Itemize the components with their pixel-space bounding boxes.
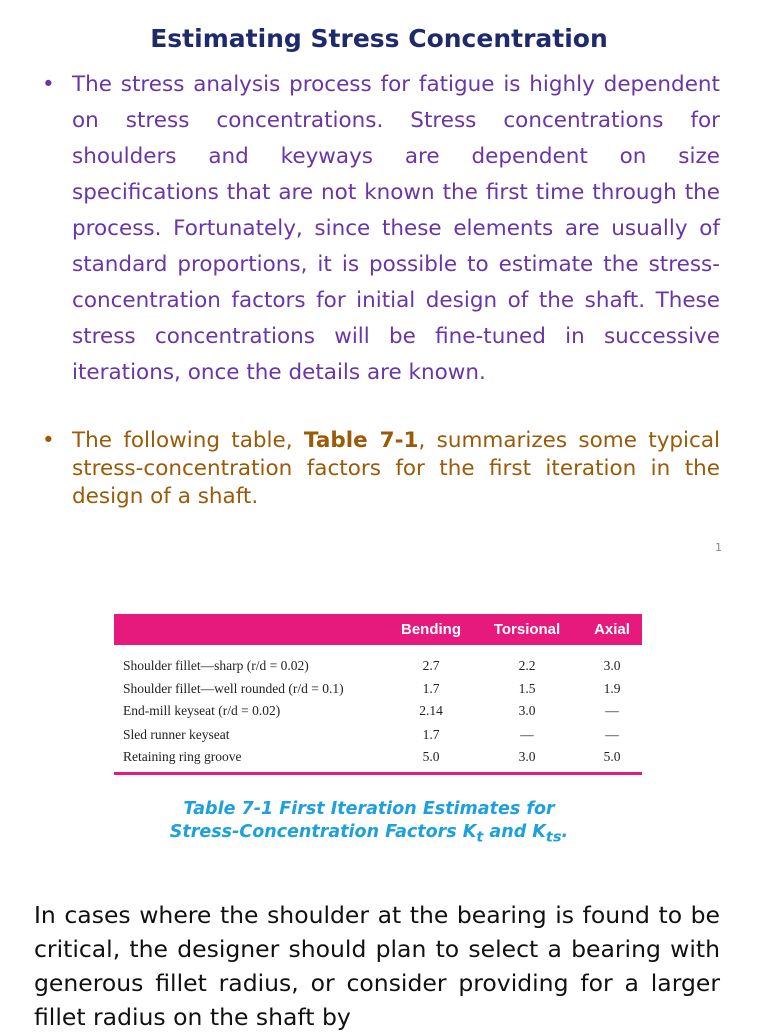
bullet-table-reference bbox=[42, 427, 721, 511]
table-reference-bold: Table 7-1 bbox=[303, 428, 419, 453]
table-body bbox=[114, 645, 642, 772]
caption-line-2 bbox=[0, 821, 738, 849]
stress-concentration-table bbox=[114, 614, 642, 775]
bullet-stress-analysis bbox=[42, 67, 720, 391]
cell-bending: 5.0 bbox=[422, 749, 440, 764]
row-label: Sled runner keyseat bbox=[123, 727, 230, 742]
cell-bending: 1.7 bbox=[422, 727, 440, 742]
table-row bbox=[114, 746, 642, 768]
subscript-t: t bbox=[476, 828, 484, 846]
cell-axial: 5.0 bbox=[603, 749, 621, 764]
table-row bbox=[114, 700, 642, 722]
table-row bbox=[114, 724, 642, 746]
subscript-ts: ts bbox=[545, 828, 562, 846]
cell-torsional: 3.0 bbox=[518, 749, 536, 764]
header-torsional: Torsional bbox=[493, 621, 561, 638]
cell-torsional: 1.5 bbox=[518, 681, 536, 696]
cell-torsional: — bbox=[520, 727, 534, 742]
table-bottom-rule bbox=[114, 772, 642, 775]
caption-line-1: Table 7-1 First Iteration Estimates for bbox=[183, 799, 555, 819]
cell-axial: — bbox=[605, 703, 619, 718]
bullet-marker: • bbox=[42, 428, 55, 453]
cell-torsional: 3.0 bbox=[518, 703, 536, 718]
caption-prefix: Stress-Concentration Factors K bbox=[169, 822, 477, 842]
header-axial: Axial bbox=[594, 621, 630, 638]
caption-end: . bbox=[561, 822, 569, 842]
row-label: Shoulder fillet—sharp (r/d = 0.02) bbox=[123, 658, 309, 673]
cell-bending: 1.7 bbox=[422, 681, 440, 696]
bullet-text-after: , summarizes some typical stress-concentration factors for the first iteration in the design of a shaft. bbox=[72, 428, 721, 509]
cell-torsional: 2.2 bbox=[518, 658, 536, 673]
cell-axial: 1.9 bbox=[603, 681, 621, 696]
table-row bbox=[114, 655, 642, 677]
body-paragraph: In cases where the shoulder at the bearing is found to be critical, the designer should plan to select a bearing with generous fillet radius, or consider providing for a larger fillet radius on the shaft by bbox=[34, 901, 720, 1031]
table-header bbox=[114, 614, 642, 645]
bullet-text-before: The following table, bbox=[72, 428, 304, 453]
cell-axial: — bbox=[605, 727, 619, 742]
row-label: End-mill keyseat (r/d = 0.02) bbox=[123, 703, 281, 718]
table-row bbox=[114, 678, 642, 700]
header-bending: Bending bbox=[401, 621, 461, 638]
table-caption bbox=[0, 798, 738, 849]
page-number: 1 bbox=[715, 541, 722, 554]
row-label: Shoulder fillet—well rounded (r/d = 0.1) bbox=[123, 681, 344, 696]
bullet-marker: • bbox=[42, 72, 55, 97]
bullet-text: The stress analysis process for fatigue is highly dependent on stress concentrations. Stress concentrations for shoulders and keyways are dependent on size specifications that are not known the first time through the process. Fortunately, since these elements are usually of standard proportions, it is possible to estimate the stress-concentration factors for initial design of the shaft. These stress concentrations will be fine-tuned in successive iterations, once the details are known. bbox=[72, 72, 720, 385]
cell-axial: 3.0 bbox=[603, 658, 621, 673]
cell-bending: 2.7 bbox=[422, 658, 440, 673]
caption-mid: and K bbox=[483, 822, 546, 842]
page-title: Estimating Stress Concentration bbox=[150, 24, 608, 53]
cell-bending: 2.14 bbox=[419, 703, 443, 718]
row-label: Retaining ring groove bbox=[123, 749, 242, 764]
